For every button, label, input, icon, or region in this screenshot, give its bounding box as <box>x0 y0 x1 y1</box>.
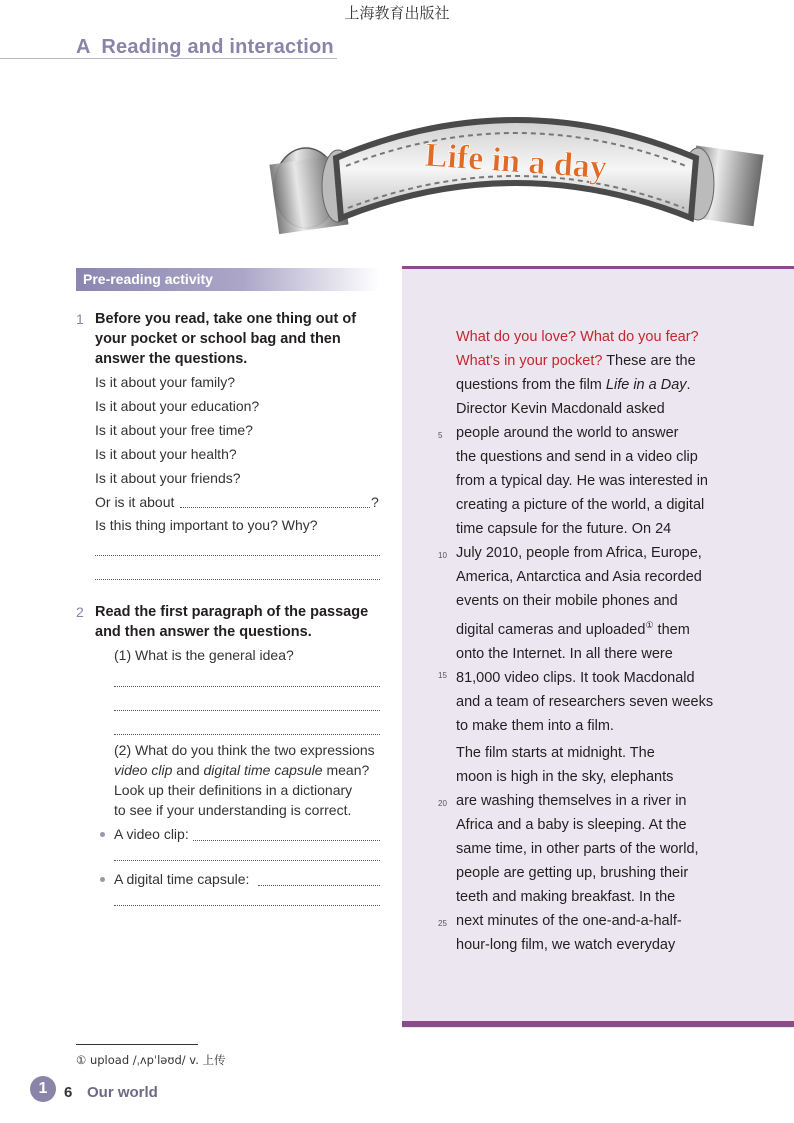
passage-line: America, Antarctica and Asia recorded <box>456 569 702 585</box>
passage-paragraph-2 <box>456 741 718 957</box>
unit-name: Our world <box>87 1084 158 1101</box>
passage-line: next minutes of the one-and-a-half- <box>456 913 682 929</box>
line-number-10: 10 <box>438 551 447 560</box>
passage-line: hour-long film, we watch everyday <box>456 937 676 953</box>
line-number-25: 25 <box>438 919 447 928</box>
q1-line: Is it about your education? <box>95 398 260 414</box>
section-title: A Reading and interaction <box>76 36 334 58</box>
passage-panel-bottom-border <box>402 1021 794 1027</box>
passage-line: to make them into a film. <box>456 717 614 734</box>
question-2-number: 2 <box>76 604 84 620</box>
footnote-marker: ① <box>645 620 654 630</box>
page-number: 6 <box>64 1084 73 1101</box>
publisher-header: 上海教育出版社 <box>344 4 450 22</box>
q1-answer-line[interactable] <box>95 555 380 556</box>
q2-sub2-line-a: (2) What do you think the two expressions <box>114 742 375 758</box>
passage-line: The film starts at midnight. The <box>456 745 655 761</box>
q1-line: Is it about your health? <box>95 446 237 462</box>
bullet <box>100 877 105 882</box>
film-title: Life in a Day <box>605 377 687 393</box>
q1-or-suffix: ? <box>371 494 379 510</box>
passage-line: onto the Internet. In all there were <box>456 645 673 662</box>
passage-line: time capsule for the future. On 24 <box>456 521 672 537</box>
passage-panel-top-border <box>402 266 794 269</box>
q2-bullet-video-clip: A video clip: <box>114 826 189 842</box>
passage-line: from a typical day. He was interested in <box>456 473 708 489</box>
footnote: ① upload /ˌʌpˈləʊd/ v. 上传 <box>76 1053 226 1067</box>
passage-paragraph-1 <box>456 325 718 738</box>
passage-text: . <box>686 377 691 393</box>
passage-question: What do you love? What do you fear? <box>456 329 699 345</box>
passage-text: digital cameras and uploaded <box>456 621 646 638</box>
passage-line: are washing themselves in a river in <box>456 793 687 809</box>
prereading-heading-label: Pre-reading activity <box>83 271 213 287</box>
passage-line: and a team of researchers seven weeks <box>456 693 714 710</box>
q1-answer-blank[interactable] <box>180 507 370 508</box>
question-1-number: 1 <box>76 311 84 327</box>
passage-line: people around the world to answer <box>456 425 679 441</box>
film-reel-banner <box>266 100 766 252</box>
time-capsule-answer-line[interactable] <box>114 905 380 906</box>
passage-text: questions from the film <box>456 377 606 393</box>
passage-line: moon is high in the sky, elephants <box>456 769 674 785</box>
q2-sub2-mean: mean? <box>322 762 370 778</box>
q2-sub2-and: and <box>172 762 204 778</box>
q2-sub2-line-c: Look up their definitions in a dictionary <box>114 782 353 798</box>
q1-line: Is it about your family? <box>95 374 236 390</box>
q2-sub2-line-b <box>114 760 369 780</box>
line-number-15: 15 <box>438 671 447 680</box>
q2-sub1-answer-line[interactable] <box>114 734 380 735</box>
q1-last-question: Is this thing important to you? Why? <box>95 517 318 533</box>
passage-line: events on their mobile phones and <box>456 593 678 609</box>
line-number-5: 5 <box>438 431 443 440</box>
passage-line: creating a picture of the world, a digital <box>456 497 705 513</box>
q1-or-prefix: Or is it about <box>95 494 175 510</box>
q2-sub1-answer-line[interactable] <box>114 710 380 711</box>
line-number-20: 20 <box>438 799 447 808</box>
bullet <box>100 832 105 837</box>
passage-line: Director Kevin Macdonald asked <box>456 401 665 417</box>
question-1-prompt: Before you read, take one thing out of your pocket or school bag and then answer the questions. <box>95 311 357 367</box>
passage-question: What’s in your pocket? <box>456 353 603 369</box>
q1-line: Is it about your free time? <box>95 422 253 438</box>
passage-text: them <box>653 621 690 638</box>
passage-line: same time, in other parts of the world, <box>456 841 699 857</box>
passage-line: teeth and making breakfast. In the <box>456 889 676 905</box>
q1-line: Is it about your friends? <box>95 470 241 486</box>
passage-line: people are getting up, brushing their <box>456 865 689 881</box>
term-digital-time-capsule: digital time capsule <box>203 762 323 778</box>
prereading-heading <box>76 268 380 291</box>
video-clip-answer-line[interactable] <box>114 860 380 861</box>
q2-bullet-digital-time-capsule: A digital time capsule: <box>114 871 250 887</box>
banner-title: Life in a day <box>423 136 609 187</box>
passage-line: July 2010, people from Africa, Europe, <box>456 545 702 561</box>
q2-sub1-answer-line[interactable] <box>114 686 380 687</box>
passage-line: the questions and send in a video clip <box>456 449 698 465</box>
passage-line: 81,000 video clips. It took Macdonald <box>456 669 695 686</box>
question-2-prompt: Read the first paragraph of the passage and then answer the questions. <box>95 604 369 640</box>
q2-sub2-line-d: to see if your understanding is correct. <box>114 802 352 818</box>
unit-number-badge: 1 <box>30 1076 56 1102</box>
footnote-rule <box>76 1044 198 1045</box>
section-rule <box>0 58 337 59</box>
time-capsule-answer-blank[interactable] <box>258 885 380 886</box>
video-clip-answer-blank[interactable] <box>193 840 380 841</box>
q1-answer-line[interactable] <box>95 579 380 580</box>
q2-sub1: (1) What is the general idea? <box>114 647 294 663</box>
passage-line: Africa and a baby is sleeping. At the <box>456 817 687 833</box>
term-video-clip: video clip <box>114 762 173 778</box>
passage-text: These are the <box>602 353 696 369</box>
